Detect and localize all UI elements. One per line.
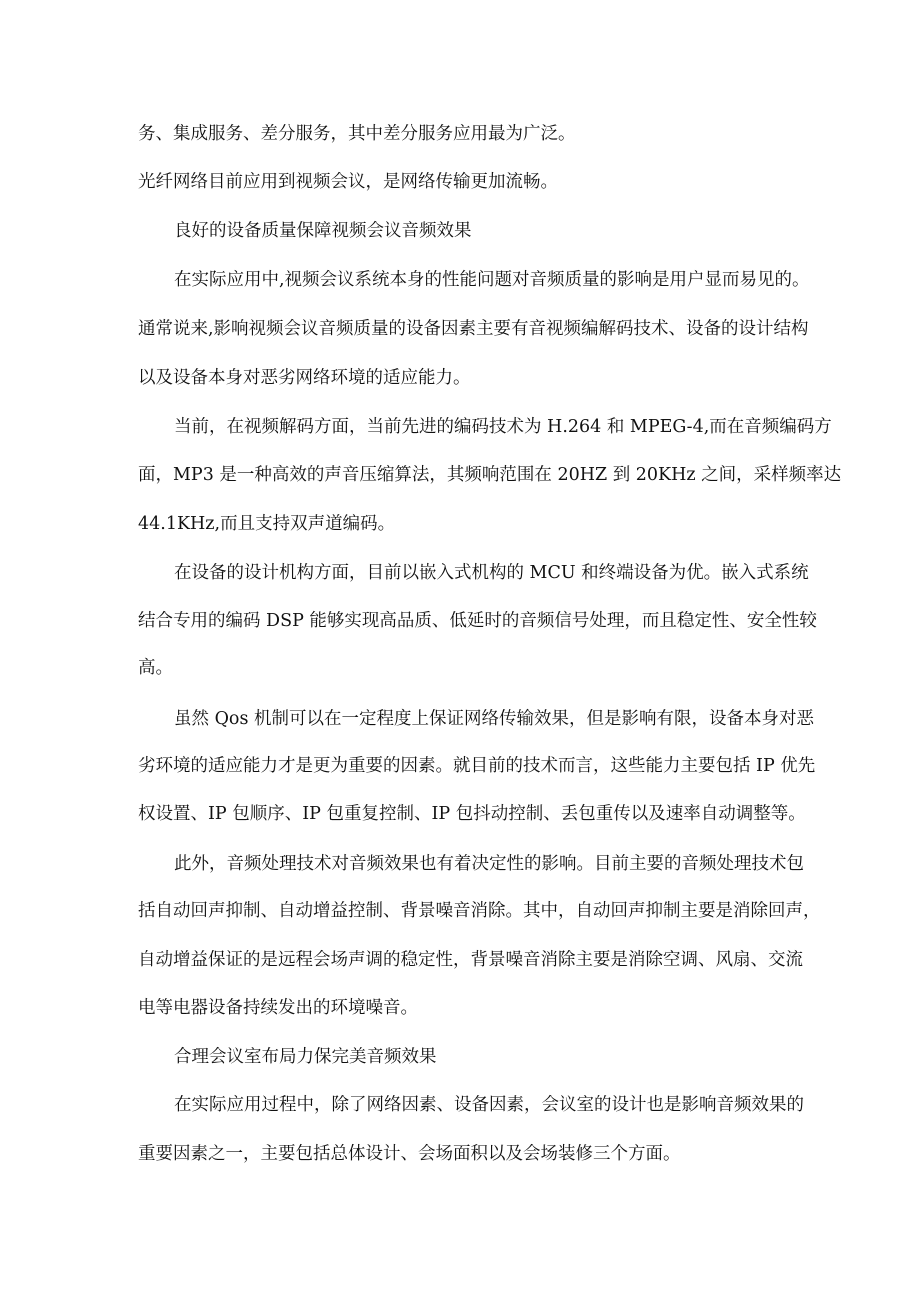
text-line: 在实际应用过程中，除了网络因素、设备因素，会议室的设计也是影响音频效果的 bbox=[174, 1095, 804, 1115]
text-line: 当前，在视频解码方面，当前先进的编码技术为 H.264 和 MPEG-4,而在音频编码方 bbox=[174, 417, 832, 437]
text-line: 44.1KHz,而且支持双声道编码。 bbox=[138, 514, 396, 534]
text-line: 高。 bbox=[138, 658, 173, 678]
text-line: 劣环境的适应能力才是更为重要的因素。就目前的技术而言，这些能力主要包括 IP 优先 bbox=[138, 756, 816, 776]
section-heading: 合理会议室布局力保完美音频效果 bbox=[174, 1047, 437, 1067]
text-line: 虽然 Qos 机制可以在一定程度上保证网络传输效果，但是影响有限，设备本身对恶 bbox=[174, 709, 814, 729]
text-line: 电等电器设备持续发出的环境噪音。 bbox=[138, 998, 418, 1018]
text-line: 在实际应用中,视频会议系统本身的性能问题对音频质量的影响是用户显而易见的。 bbox=[174, 270, 810, 290]
text-line: 括自动回声抑制、自动增益控制、背景噪音消除。其中，自动回声抑制主要是消除回声， bbox=[138, 901, 821, 921]
text-line: 此外，音频处理技术对音频效果也有着决定性的影响。目前主要的音频处理技术包 bbox=[174, 854, 804, 874]
text-line: 以及设备本身对恶劣网络环境的适应能力。 bbox=[138, 368, 471, 388]
text-line: 在设备的设计机构方面，目前以嵌入式机构的 MCU 和终端设备为优。嵌入式系统 bbox=[174, 563, 809, 583]
text-line: 自动增益保证的是远程会场声调的稳定性，背景噪音消除主要是消除空调、风扇、交流 bbox=[138, 950, 803, 970]
text-line: 结合专用的编码 DSP 能够实现高品质、低延时的音频信号处理，而且稳定性、安全性较 bbox=[138, 611, 817, 631]
section-heading: 良好的设备质量保障视频会议音频效果 bbox=[174, 221, 472, 241]
text-line: 面，MP3 是一种高效的声音压缩算法，其频响范围在 20HZ 到 20KHz 之间，采样频率达 bbox=[138, 465, 842, 485]
text-line: 务、集成服务、差分服务，其中差分服务应用最为广泛。 bbox=[138, 124, 576, 144]
text-line: 重要因素之一，主要包括总体设计、会场面积以及会场装修三个方面。 bbox=[138, 1144, 681, 1164]
text-line: 权设置、IP 包顺序、IP 包重复控制、IP 包抖动控制、丢包重传以及速率自动调整等。 bbox=[138, 804, 806, 824]
text-line: 通常说来,影响视频会议音频质量的设备因素主要有音视频编解码技术、设备的设计结构 bbox=[138, 319, 809, 339]
text-line: 光纤网络目前应用到视频会议，是网络传输更加流畅。 bbox=[138, 172, 558, 192]
